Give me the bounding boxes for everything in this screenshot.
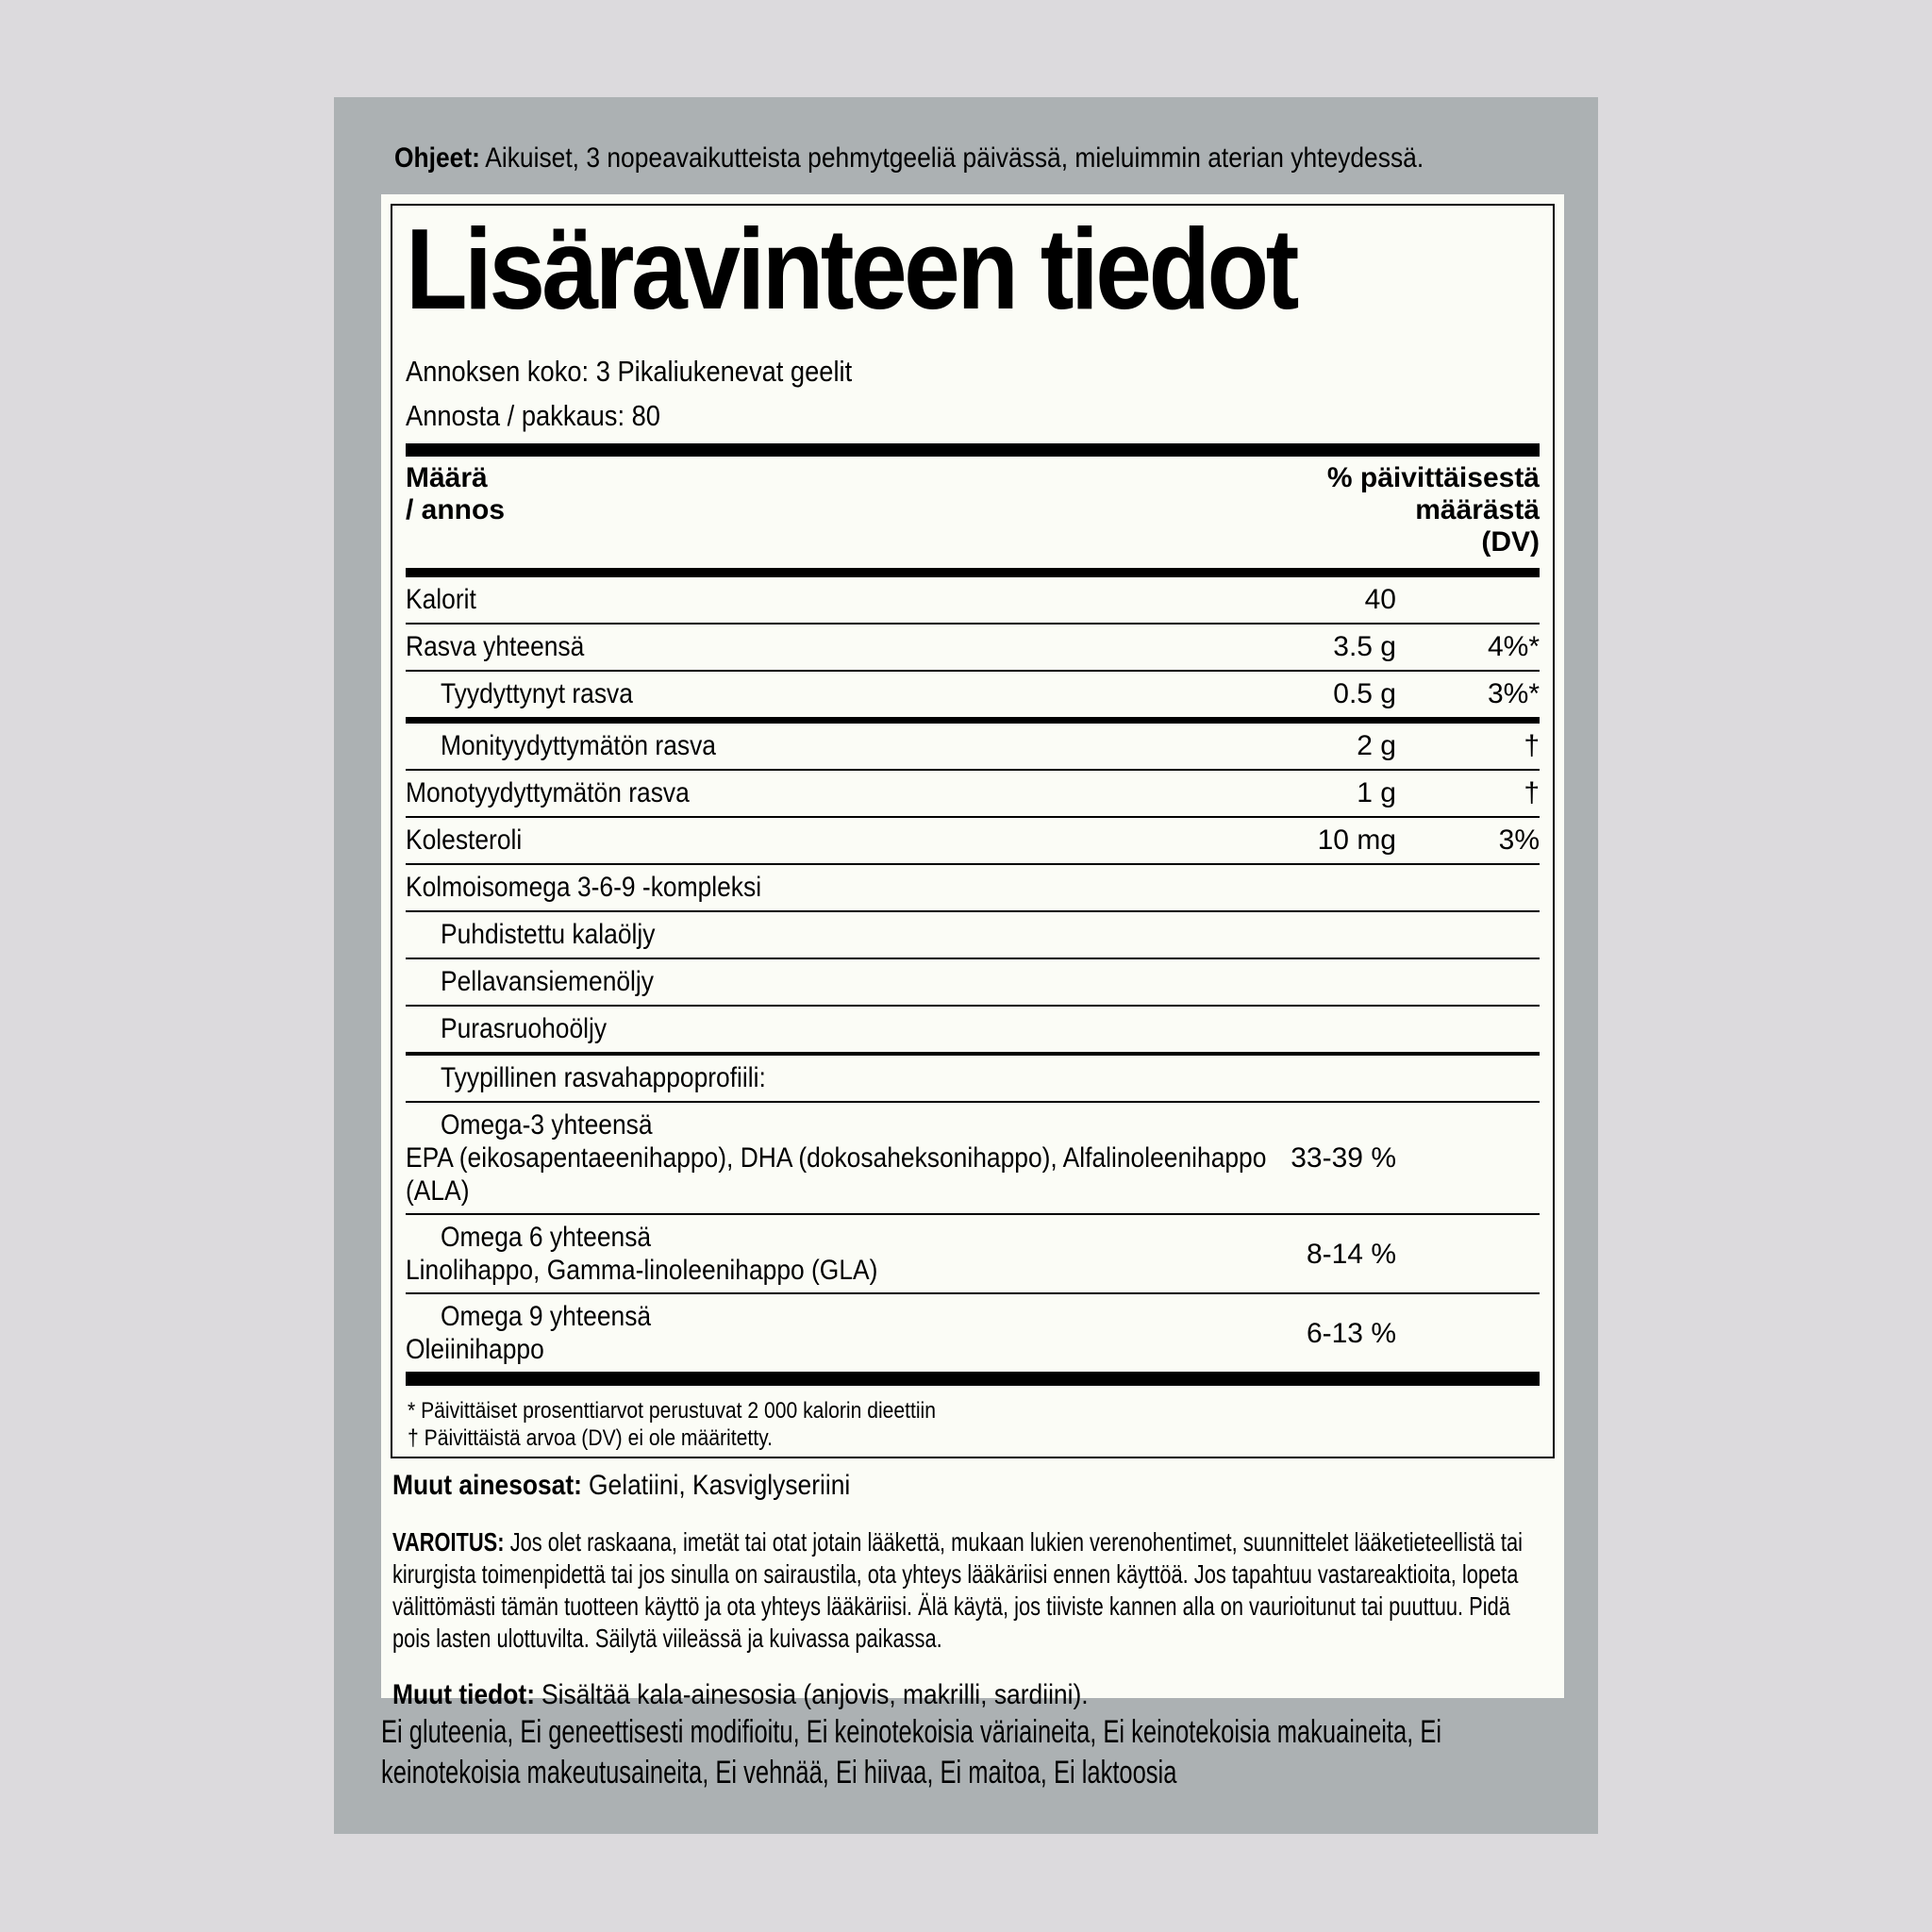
other-ingredients-text: Gelatiini, Kasviglyseriini <box>588 1470 851 1501</box>
row-name: Omega-3 yhteensä EPA (eikosapentaeenihappo), DHA (dokosaheksonihappo), Alfalinoleenihappo (ALA) <box>406 1109 1267 1207</box>
row-name: Tyypillinen rasvahappoprofiili: <box>441 1062 766 1093</box>
row-amount: 33-39 % <box>1291 1142 1396 1174</box>
table-row <box>406 577 1540 625</box>
supplement-label-sheet <box>381 194 1564 1710</box>
free-from-claims: Ei gluteenia, Ei geneettisesti modifioitu, Ei keinotekoisia väriaineita, Ei keinotekoisia makuaineita, Ei keinotekoisia makeutusaineita, Ei vehnää, Ei hiivaa, Ei maitoa, Ei laktoosia <box>381 1714 1442 1790</box>
row-amount: 3.5 g <box>1333 631 1396 662</box>
table-row <box>406 959 1540 1007</box>
footnote-dv-not-established: † Päivittäistä arvoa (DV) ei ole määritetty. <box>408 1425 773 1451</box>
row-name: Puhdistettu kalaöljy <box>441 919 656 950</box>
row-name: Pellavansiemenöljy <box>441 966 654 997</box>
row-name: Omega 6 yhteensä Linolihappo, Gamma-linoleenihappo (GLA) <box>406 1222 878 1286</box>
other-info-label: Muut tiedot: <box>392 1679 536 1710</box>
row-name: Purasruohoöljy <box>441 1013 608 1044</box>
other-ingredients-label: Muut ainesosat: <box>392 1470 582 1501</box>
warning-text: Jos olet raskaana, imetät tai otat jotain lääkettä, mukaan lukien verenohentimet, suunnittelet lääketieteellistä tai kirurgista toimenpidettä tai jos sinulla on sairaustila, ota yhteys lääkäriisi ennen käyttöä. Jos tapahtuu vastareaktioita, lopeta välittömästi tämän tuotteen käyttö ja ota yhteys lääkäriisi. Älä käytä, jos tiiviste kannen alla on vaurioitunut tai puuttuu. Pidä pois lasten ulottuvilta. Säilytä viileässä ja kuivassa paikassa. <box>392 1527 1523 1653</box>
table-header <box>406 457 1540 568</box>
label-card <box>334 97 1598 1834</box>
row-dv: † <box>1524 777 1540 808</box>
table-row <box>406 724 1540 771</box>
row-name: Kolesteroli <box>406 824 523 856</box>
table-row <box>406 1215 1540 1294</box>
divider-thick-bar <box>406 568 1540 577</box>
row-name: Monotyydyttymätön rasva <box>406 777 690 808</box>
row-name: Monityydyttymätön rasva <box>441 730 716 761</box>
table-row <box>406 865 1540 912</box>
row-amount: 2 g <box>1357 730 1396 761</box>
directions-line <box>394 142 1564 175</box>
table-row <box>406 1056 1540 1103</box>
row-dv: 3% <box>1498 824 1540 856</box>
warning <box>392 1526 1551 1655</box>
row-dv: 4%* <box>1487 631 1540 662</box>
servings-per-container: Annosta / pakkaus: 80 <box>406 399 660 432</box>
other-info-text: Sisältää kala-ainesosia (anjovis, makrilli, sardiini). <box>541 1679 1089 1710</box>
row-amount: 10 mg <box>1317 824 1396 856</box>
dv-column-header: % päivittäisestä määrästä (DV) <box>1326 462 1540 558</box>
directions-label: Ohjeet: <box>394 142 480 174</box>
other-ingredients <box>392 1470 1553 1502</box>
table-row <box>406 912 1540 959</box>
row-amount: 8-14 % <box>1306 1238 1396 1270</box>
row-dv: 3%* <box>1487 678 1540 709</box>
table-row <box>406 1103 1540 1215</box>
warning-label: VAROITUS: <box>392 1527 505 1557</box>
row-amount: 40 <box>1364 584 1396 615</box>
directions-text: Aikuiset, 3 nopeavaikutteista pehmytgeeliä päivässä, mieluimmin aterian yhteydessä. <box>485 142 1424 174</box>
row-name: Tyydyttynyt rasva <box>441 678 633 709</box>
row-amount: 6-13 % <box>1306 1317 1396 1349</box>
row-amount: 0.5 g <box>1333 678 1396 709</box>
row-name: Rasva yhteensä <box>406 631 585 662</box>
table-row <box>406 818 1540 865</box>
divider-thick-bar <box>406 1372 1540 1386</box>
amount-column-header: Määrä / annos <box>406 462 506 525</box>
footnotes <box>406 1386 1540 1452</box>
table-row <box>406 672 1540 724</box>
footnote-dv-basis: * Päivittäiset prosenttiarvot perustuvat 2 000 kalorin dieettiin <box>408 1398 936 1424</box>
row-name: Kalorit <box>406 584 476 615</box>
row-name: Omega 9 yhteensä Oleiinihappo <box>406 1301 652 1365</box>
table-row <box>406 771 1540 818</box>
row-name: Kolmoisomega 3-6-9 -kompleksi <box>406 872 762 903</box>
table-row <box>406 1294 1540 1372</box>
serving-size: Annoksen koko: 3 Pikaliukenevat geelit <box>406 355 853 388</box>
label-lower-text <box>392 1470 1553 1736</box>
table-row <box>406 625 1540 672</box>
divider-thick-bar <box>406 443 1540 457</box>
panel-title: Lisäravinteen tiedot <box>406 205 1296 333</box>
table-row <box>406 1007 1540 1056</box>
row-amount: 1 g <box>1357 777 1396 808</box>
row-dv: † <box>1524 730 1540 761</box>
other-info <box>392 1679 1553 1711</box>
supplement-facts-panel <box>391 204 1555 1458</box>
